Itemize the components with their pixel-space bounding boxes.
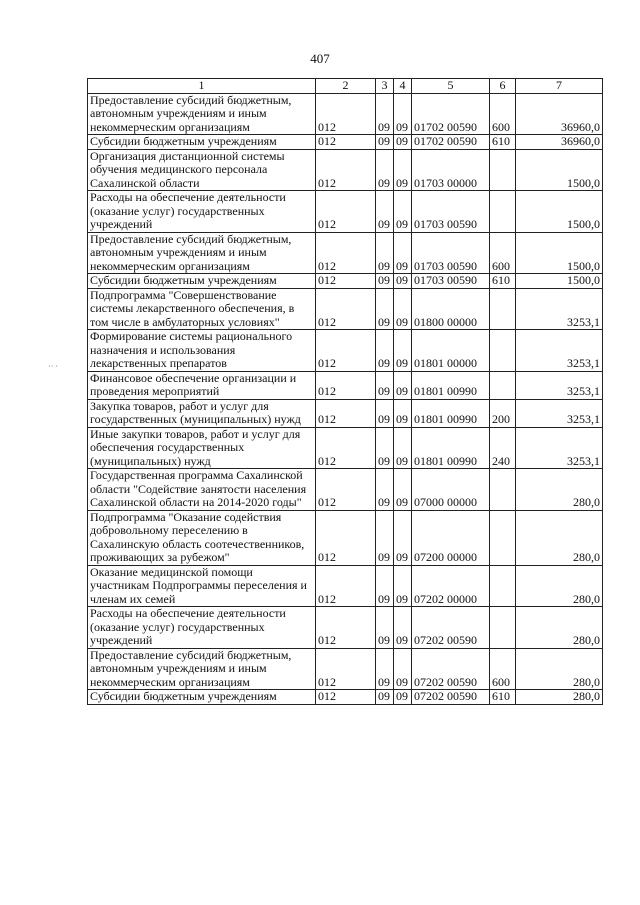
row-subsection: 09 <box>394 607 412 649</box>
row-amount: 280,0 <box>516 510 603 565</box>
row-name: Подпрограмма "Совершенствование системы лекарственного обеспечения, в том числе в амбулаторных условиях" <box>88 288 316 330</box>
header-cell: 1 <box>88 79 316 94</box>
row-name: Оказание медицинской помощи участникам Подпрограммы переселения и членам их семей <box>88 565 316 607</box>
row-name: Государственная программа Сахалинской области "Содействие занятости населения Сахалинской области на 2014-2020 годы" <box>88 469 316 511</box>
row-subsection: 09 <box>394 648 412 690</box>
row-section: 09 <box>376 274 394 289</box>
row-admin-code: 012 <box>316 648 376 690</box>
row-name: Подпрограмма "Оказание содействия добровольному переселению в Сахалинскую область соотечественников, проживающих за рубежом" <box>88 510 316 565</box>
row-admin-code: 012 <box>316 399 376 427</box>
row-section: 09 <box>376 330 394 372</box>
row-section: 09 <box>376 690 394 705</box>
header-cell: 3 <box>376 79 394 94</box>
row-expense-type <box>490 288 516 330</box>
table-row <box>88 607 603 649</box>
row-subsection: 09 <box>394 330 412 372</box>
row-amount: 1500,0 <box>516 191 603 233</box>
header-cell: 5 <box>412 79 490 94</box>
row-section: 09 <box>376 288 394 330</box>
row-amount: 3253,1 <box>516 288 603 330</box>
row-expense-type: 610 <box>490 274 516 289</box>
row-amount: 280,0 <box>516 607 603 649</box>
table-row <box>88 648 603 690</box>
row-subsection: 09 <box>394 232 412 274</box>
row-target-code: 07000 00000 <box>412 469 490 511</box>
row-target-code: 07200 00000 <box>412 510 490 565</box>
row-target-code: 01702 00590 <box>412 93 490 135</box>
row-target-code: 01800 00000 <box>412 288 490 330</box>
row-target-code: 01801 00000 <box>412 330 490 372</box>
row-target-code: 01703 00590 <box>412 191 490 233</box>
row-expense-type: 610 <box>490 135 516 150</box>
row-amount: 3253,1 <box>516 330 603 372</box>
row-target-code: 07202 00590 <box>412 690 490 705</box>
row-section: 09 <box>376 149 394 191</box>
row-amount: 1500,0 <box>516 232 603 274</box>
row-expense-type: 600 <box>490 232 516 274</box>
table-row <box>88 93 603 135</box>
row-name: Субсидии бюджетным учреждениям <box>88 690 316 705</box>
table-row <box>88 371 603 399</box>
row-section: 09 <box>376 191 394 233</box>
row-section: 09 <box>376 565 394 607</box>
row-subsection: 09 <box>394 371 412 399</box>
row-admin-code: 012 <box>316 371 376 399</box>
row-expense-type <box>490 191 516 233</box>
table-row <box>88 149 603 191</box>
table-row <box>88 232 603 274</box>
table-row <box>88 690 603 705</box>
row-admin-code: 012 <box>316 149 376 191</box>
row-section: 09 <box>376 93 394 135</box>
row-section: 09 <box>376 371 394 399</box>
row-admin-code: 012 <box>316 135 376 150</box>
table-row <box>88 427 603 469</box>
row-section: 09 <box>376 232 394 274</box>
row-expense-type: 600 <box>490 648 516 690</box>
row-target-code: 01801 00990 <box>412 399 490 427</box>
row-section: 09 <box>376 607 394 649</box>
header-cell: 4 <box>394 79 412 94</box>
row-amount: 1500,0 <box>516 274 603 289</box>
row-admin-code: 012 <box>316 93 376 135</box>
row-admin-code: 012 <box>316 288 376 330</box>
row-target-code: 01703 00000 <box>412 149 490 191</box>
header-cell: 6 <box>490 79 516 94</box>
table-row <box>88 469 603 511</box>
row-amount: 3253,1 <box>516 427 603 469</box>
row-admin-code: 012 <box>316 565 376 607</box>
table-row <box>88 399 603 427</box>
row-amount: 3253,1 <box>516 371 603 399</box>
row-subsection: 09 <box>394 191 412 233</box>
row-expense-type: 600 <box>490 93 516 135</box>
table-row <box>88 330 603 372</box>
row-admin-code: 012 <box>316 690 376 705</box>
page-number: 407 <box>310 51 330 66</box>
row-admin-code: 012 <box>316 191 376 233</box>
row-target-code: 01801 00990 <box>412 427 490 469</box>
row-expense-type: 240 <box>490 427 516 469</box>
row-subsection: 09 <box>394 399 412 427</box>
row-name: Предоставление субсидий бюджетным, автономным учреждениям и иным некоммерческим организациям <box>88 232 316 274</box>
row-subsection: 09 <box>394 274 412 289</box>
row-subsection: 09 <box>394 93 412 135</box>
table-row <box>88 510 603 565</box>
row-target-code: 07202 00590 <box>412 648 490 690</box>
row-admin-code: 012 <box>316 607 376 649</box>
row-subsection: 09 <box>394 427 412 469</box>
row-name: Предоставление субсидий бюджетным, автономным учреждениям и иным некоммерческим организациям <box>88 93 316 135</box>
row-section: 09 <box>376 399 394 427</box>
row-name: Закупка товаров, работ и услуг для государственных (муниципальных) нужд <box>88 399 316 427</box>
table-row <box>88 135 603 150</box>
row-amount: 280,0 <box>516 690 603 705</box>
row-amount: 1500,0 <box>516 149 603 191</box>
row-amount: 280,0 <box>516 648 603 690</box>
table-row <box>88 191 603 233</box>
row-amount: 36960,0 <box>516 135 603 150</box>
row-admin-code: 012 <box>316 232 376 274</box>
row-name: Расходы на обеспечение деятельности (оказание услуг) государственных учреждений <box>88 191 316 233</box>
row-amount: 280,0 <box>516 565 603 607</box>
row-subsection: 09 <box>394 149 412 191</box>
row-expense-type <box>490 607 516 649</box>
row-target-code: 01703 00590 <box>412 232 490 274</box>
row-section: 09 <box>376 510 394 565</box>
table-row <box>88 274 603 289</box>
row-name: Расходы на обеспечение деятельности (оказание услуг) государственных учреждений <box>88 607 316 649</box>
row-subsection: 09 <box>394 690 412 705</box>
header-cell: 7 <box>516 79 603 94</box>
row-amount: 36960,0 <box>516 93 603 135</box>
row-name: Финансовое обеспечение организации и проведения мероприятий <box>88 371 316 399</box>
row-section: 09 <box>376 135 394 150</box>
row-admin-code: 012 <box>316 330 376 372</box>
row-subsection: 09 <box>394 135 412 150</box>
row-subsection: 09 <box>394 510 412 565</box>
row-expense-type: 610 <box>490 690 516 705</box>
row-admin-code: 012 <box>316 427 376 469</box>
row-expense-type: 200 <box>490 399 516 427</box>
row-expense-type <box>490 149 516 191</box>
row-target-code: 01703 00590 <box>412 274 490 289</box>
row-name: Иные закупки товаров, работ и услуг для обеспечения государственных (муниципальных) нужд <box>88 427 316 469</box>
row-subsection: 09 <box>394 288 412 330</box>
row-section: 09 <box>376 648 394 690</box>
header-cell: 2 <box>316 79 376 94</box>
row-name: Предоставление субсидий бюджетным, автономным учреждениям и иным некоммерческим организациям <box>88 648 316 690</box>
row-amount: 3253,1 <box>516 399 603 427</box>
row-subsection: 09 <box>394 469 412 511</box>
row-section: 09 <box>376 469 394 511</box>
table-row <box>88 288 603 330</box>
row-admin-code: 012 <box>316 274 376 289</box>
row-expense-type <box>490 565 516 607</box>
row-target-code: 07202 00000 <box>412 565 490 607</box>
table-row <box>88 565 603 607</box>
row-name: Организация дистанционной системы обучения медицинского персонала Сахалинской области <box>88 149 316 191</box>
row-expense-type <box>490 469 516 511</box>
row-target-code: 07202 00590 <box>412 607 490 649</box>
row-subsection: 09 <box>394 565 412 607</box>
row-amount: 280,0 <box>516 469 603 511</box>
row-target-code: 01702 00590 <box>412 135 490 150</box>
row-admin-code: 012 <box>316 510 376 565</box>
row-admin-code: 012 <box>316 469 376 511</box>
scan-artifact-mark: ·· · <box>48 362 58 371</box>
row-target-code: 01801 00990 <box>412 371 490 399</box>
budget-table <box>87 78 603 705</box>
row-expense-type <box>490 510 516 565</box>
row-expense-type <box>490 371 516 399</box>
row-name: Формирование системы рационального назначения и использования лекарственных препаратов <box>88 330 316 372</box>
header-row <box>88 79 603 94</box>
row-section: 09 <box>376 427 394 469</box>
row-name: Субсидии бюджетным учреждениям <box>88 135 316 150</box>
row-name: Субсидии бюджетным учреждениям <box>88 274 316 289</box>
row-expense-type <box>490 330 516 372</box>
